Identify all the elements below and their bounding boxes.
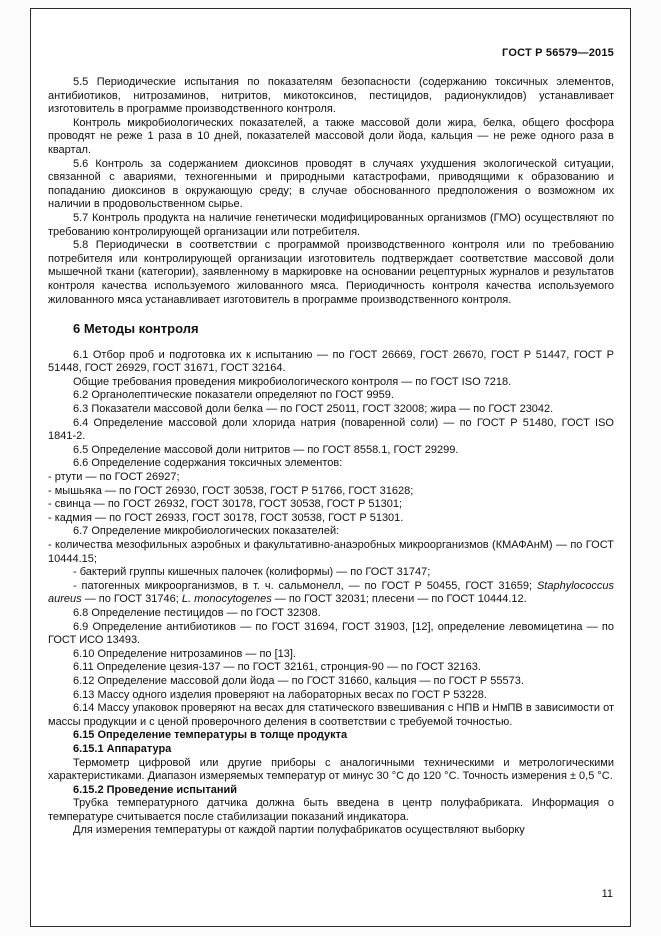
paragraph-5-5: 5.5 Периодические испытания по показателям безопасности (содержанию токсичных элементов, антибиотиков, нитрозаминов, нитритов, микотоксинов, пестицидов, радионуклидов) устанавливает изготовитель в программе производственного контроля. (48, 76, 614, 116)
paragraph-6-13: 6.13 Массу одного изделия проверяют на лабораторных весах по ГОСТ Р 53228. (73, 688, 487, 701)
paragraph-5-7: 5.7 Контроль продукта на наличие генетически модифицированных организмов (ГМО) осуществляют по требованию контролирующей организации или потребителя. (48, 211, 614, 238)
document-body (48, 76, 614, 838)
page-content (48, 47, 614, 838)
page-number: 11 (601, 888, 613, 900)
list-item-coliforms: - бактерий группы кишечных палочек (колиформы) — по ГОСТ 31747; (73, 566, 431, 579)
list-item-arsenic: - мышьяка — по ГОСТ 26930, ГОСТ 30538, ГОСТ Р 51766, ГОСТ 31628; (48, 484, 414, 497)
text-run: — по ГОСТ 32031; плесени — по ГОСТ 10444.12. (271, 593, 527, 606)
subsection-heading-6-15-1: 6.15.1 Аппаратура (73, 742, 172, 755)
paragraph-6-2: 6.2 Органолептические показатели определяют по ГОСТ 9959. (73, 389, 394, 402)
paragraph-6-10: 6.10 Определение нитрозаминов — по [13]. (73, 647, 296, 660)
paragraph-6-8: 6.8 Определение пестицидов — по ГОСТ 32308. (73, 606, 321, 619)
list-item-lead: - свинца — по ГОСТ 26932, ГОСТ 30178, ГОСТ 30538, ГОСТ Р 51301; (48, 498, 403, 511)
paragraph-thermometer: Термометр цифровой или другие приборы с аналогичными техническими и метрологическими характеристиками. Диапазон измеряемых температур от минус 30 °С до 120 °С. Точность измерения ± 0,5 °С. (48, 756, 614, 783)
paragraph-6-14: 6.14 Массу упаковок проверяют на весах для статического взвешивания с НПВ и НмПВ в зависимости от массы продукции и с ценой проверочного деления в соответствии с требуемой точностью. (48, 702, 614, 728)
paragraph-6-7: 6.7 Определение микробиологических показателей: (73, 525, 340, 538)
species-name-italic: L. monocytogenes (181, 593, 272, 606)
list-item-cadmium: - кадмия — по ГОСТ 26933, ГОСТ 30178, ГОСТ 30538, ГОСТ Р 51301. (48, 511, 404, 524)
paragraph-6-3: 6.3 Показатели массовой доли белка — по ГОСТ 25011, ГОСТ 32008; жира — по ГОСТ 23042. (73, 403, 554, 416)
paragraph-6-4: 6.4 Определение массовой доли хлорида натрия (поваренной соли) — по ГОСТ Р 51480, ГОСТ ISO 1841-2. (48, 416, 614, 443)
subsection-heading-6-15: 6.15 Определение температуры в толще продукта (73, 729, 348, 742)
paragraph-6-11: 6.11 Определение цезия-137 — по ГОСТ 32161, стронция-90 — по ГОСТ 32163. (73, 661, 481, 674)
list-item-mercury: - ртути — по ГОСТ 26927; (48, 471, 180, 484)
species-name-italic: Staphylococcus aureus (48, 579, 614, 606)
paragraph-sampling: Для измерения температуры от каждой партии полуфабрикатов осуществляют выборку (73, 824, 525, 837)
list-item-kmafanm: - количества мезофильных аэробных и факультативно-анаэробных микроорганизмов (КМАФАнМ) — по ГОСТ 10444.15; (48, 539, 614, 565)
list-item-pathogens (48, 580, 614, 607)
document-code-header: ГОСТ Р 56579—2015 (502, 47, 614, 59)
page-border-frame (30, 8, 631, 927)
paragraph-6-12: 6.12 Определение массовой доли йода — по ГОСТ 31660, кальция — по ГОСТ Р 55573. (73, 674, 524, 687)
section-heading-6: 6 Методы контроля (73, 321, 199, 337)
paragraph-microbio-control: Контроль микробиологических показателей, а также массовой доли жира, белка, общего фосфора проводят не реже 1 раза в 10 дней, показателей массовой доли йода, кальция — не реже одного раза в квартал. (48, 116, 614, 156)
paragraph-6-5: 6.5 Определение массовой доли нитритов — по ГОСТ 8558.1, ГОСТ 29299. (73, 443, 459, 456)
paragraph-5-6: 5.6 Контроль за содержанием диоксинов проводят в случаях ухудшения экологической ситуации, связанной с авариями, техногенными и природными катастрофами, приводящими к образованию и попаданию диоксинов в окружающую среду; в случае обоснованного предположения о возможном их наличии в продовольственном сырье. (48, 157, 614, 211)
paragraph-probe: Трубка температурного датчика должна быть введена в центр полуфабриката. Информация о температуре считывается после стабилизации показаний индикатора. (48, 797, 614, 823)
subsection-heading-6-15-2: 6.15.2 Проведение испытаний (73, 783, 237, 796)
paragraph-5-8: 5.8 Периодически в соответствии с программой производственного контроля или по требованию потребителя или контролирующей организации изготовитель подтверждает соответствие массовой доли мышечной ткани (категории), заявленному в маркировке на основании рецептурных журналов и результатов контроля качества используемого жилованного мяса. Периодичность контроля качества используемого жилованного мяса устанавливает изготовитель в программе производственного контроля. (48, 239, 614, 306)
text-run: - патогенных микроорганизмов, в т. ч. сальмонелл, — по ГОСТ Р 50455, ГОСТ 31659; (73, 579, 537, 592)
paragraph-6-9: 6.9 Определение антибиотиков — по ГОСТ 31694, ГОСТ 31903, [12], определение левомицетина — по ГОСТ ИСО 13493. (48, 620, 614, 647)
text-run: — по ГОСТ 31746; (81, 593, 182, 606)
paragraph-6-1: 6.1 Отбор проб и подготовка их к испытанию — по ГОСТ 26669, ГОСТ 26670, ГОСТ Р 51447, ГОСТ Р 51448, ГОСТ 26929, ГОСТ 31671, ГОСТ 32164. (48, 348, 614, 375)
paragraph-6-6: 6.6 Определение содержания токсичных элементов: (73, 457, 343, 470)
paragraph-general-requirements: Общие требования проведения микробиологического контроля — по ГОСТ ISO 7218. (73, 375, 512, 388)
